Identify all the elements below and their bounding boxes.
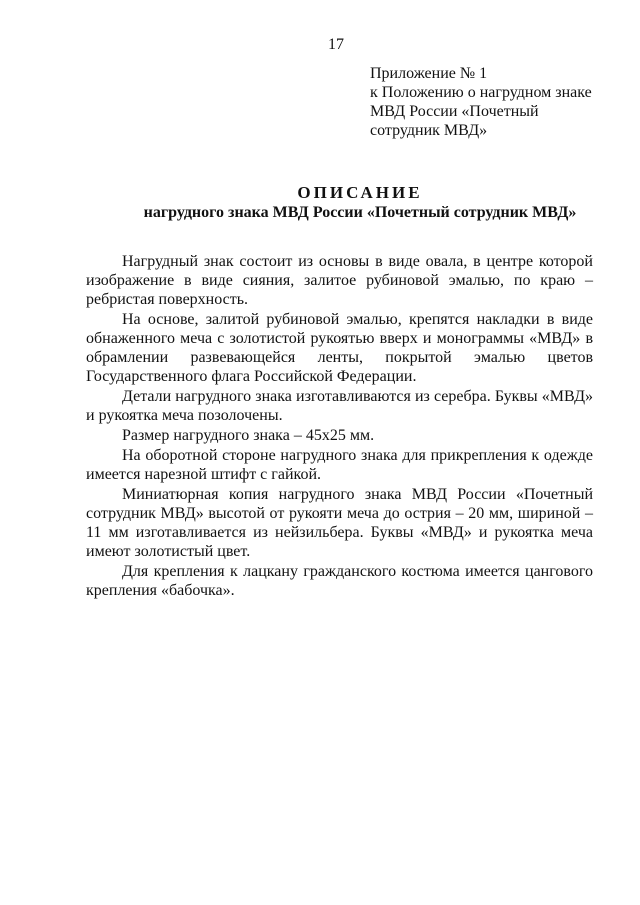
heading-title: ОПИСАНИЕ: [297, 183, 423, 202]
page-number: 17: [328, 36, 344, 53]
document-heading: [80, 183, 640, 223]
paragraph-miniature-copy: Миниатюрная копия нагрудного знака МВД России «Почетный сотрудник МВД» высотой от рукояти меча до острия – 20 мм, шириной – 11 мм изготавливается из нейзильбера. Буквы «МВД» и рукоятка меча имеют золотистый цвет.: [86, 486, 593, 560]
appendix-line: Приложение № 1: [370, 65, 488, 82]
paragraph-size: Размер нагрудного знака – 45х25 мм.: [122, 427, 375, 444]
appendix-line: сотрудник МВД»: [370, 122, 488, 139]
paragraph-fastening: Для крепления к лацкану гражданского костюма имеется цангового крепления «бабочка».: [86, 563, 593, 599]
paragraph-reverse-side: На оборотной стороне нагрудного знака для прикрепления к одежде имеется нарезной штифт с гайкой.: [86, 447, 593, 483]
paragraph-materials: Детали нагрудного знака изготавливаются из серебра. Буквы «МВД» и рукоятка меча позолочены.: [86, 388, 593, 424]
heading-subtitle: нагрудного знака МВД России «Почетный сотрудник МВД»: [143, 204, 577, 221]
appendix-line: МВД России «Почетный: [370, 103, 539, 120]
description-body: [86, 252, 593, 601]
appendix-line: к Положению о нагрудном знаке: [370, 84, 592, 101]
paragraph-base: Нагрудный знак состоит из основы в виде овала, в центре которой изображение в виде сияния, залитое рубиновой эмалью, по краю – ребристая поверхность.: [86, 253, 593, 308]
appendix-reference: [370, 64, 620, 140]
paragraph-overlays: На основе, залитой рубиновой эмалью, крепятся накладки в виде обнаженного меча с золотистой рукоятью вверх и монограммы «МВД» в обрамлении развевающейся ленты, покрытой эмалью цветов Государственного флага Российской Федерации.: [86, 311, 593, 385]
